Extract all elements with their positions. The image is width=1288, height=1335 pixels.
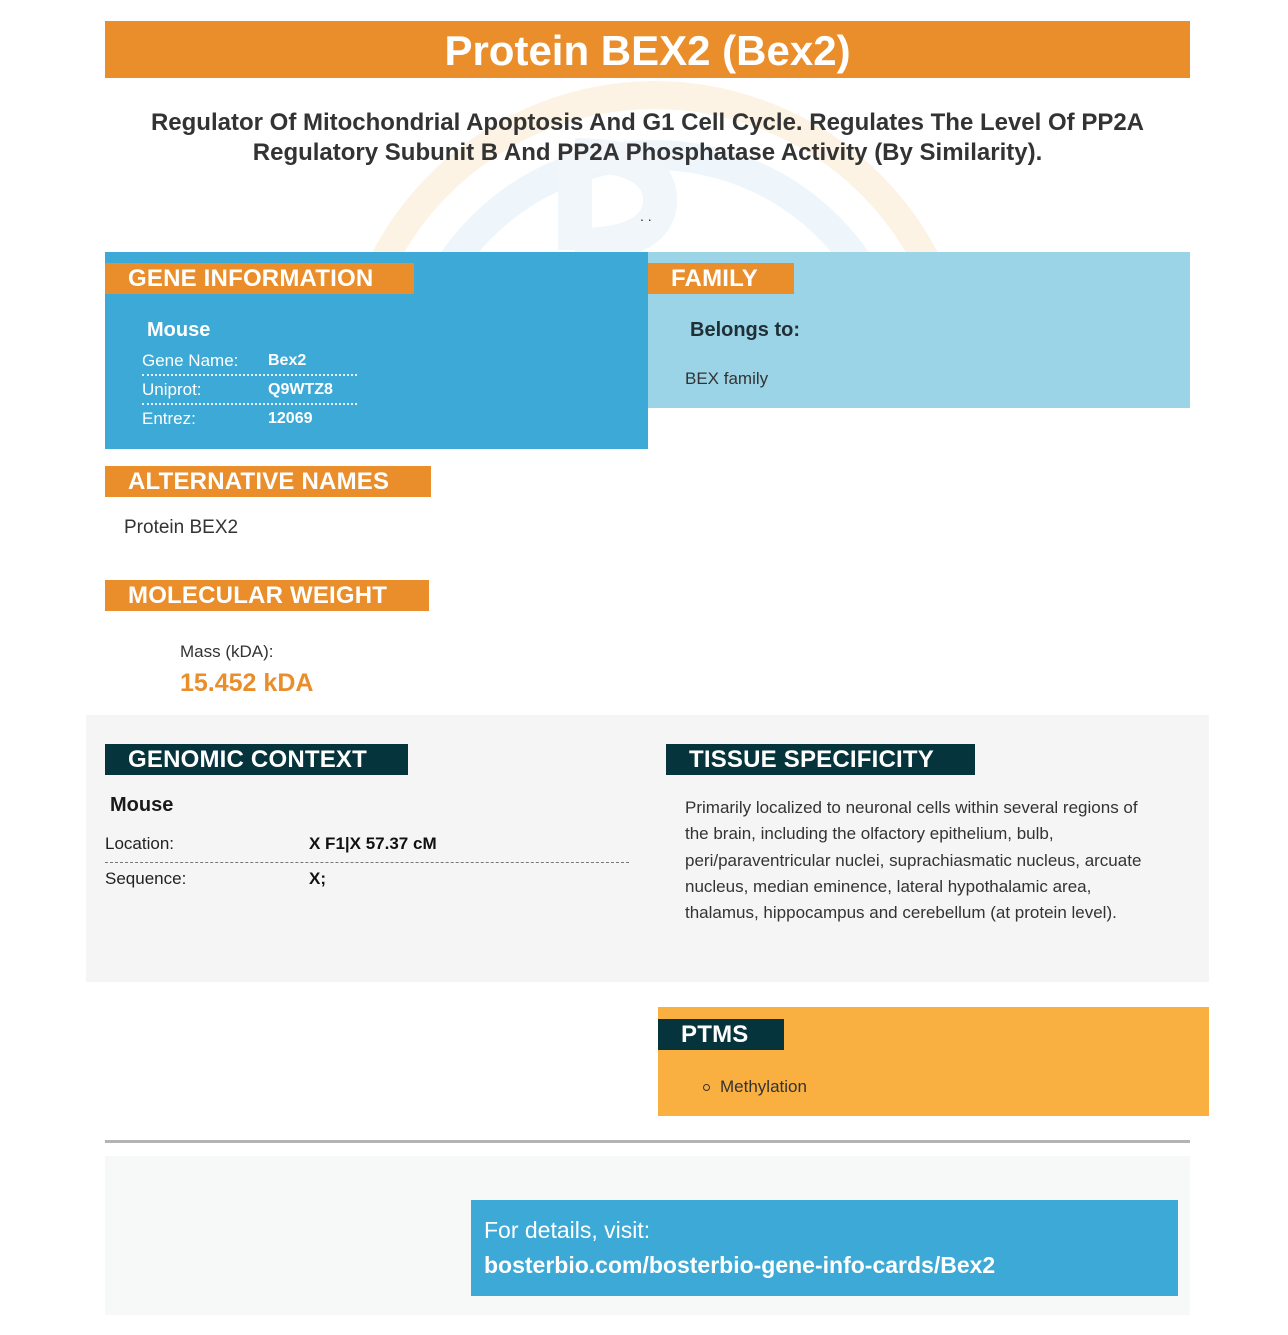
tissue-specificity-text: Primarily localized to neuronal cells within several regions of the brain, including the olfactory epithelium, bulb, peri/paraventricular nuclei, suprachiasmatic nucleus, arcuate nucleus, median eminence, lateral hypothalamic area, thalamus, hippocampus and cerebellum (at protein level). — [685, 798, 1142, 923]
sequence-row — [105, 863, 629, 897]
details-label: For details, visit: — [484, 1217, 651, 1243]
separator-dots: . . — [640, 208, 652, 224]
entrez-row — [142, 405, 357, 432]
family-value: BEX family — [685, 369, 769, 388]
mass-value: 15.452 kDA — [180, 669, 314, 697]
protein-function-summary: Regulator Of Mitochondrial Apoptosis And G1 Cell Cycle. Regulates The Level Of PP2A Regulatory Subunit B And PP2A Phosphatase Activity (By Similarity). — [150, 109, 1145, 166]
genomic-species: Mouse — [110, 794, 174, 816]
location-row — [105, 828, 629, 863]
circle-bullet-icon — [703, 1084, 710, 1091]
ptm-item-label: Methylation — [720, 1077, 807, 1096]
mass-label: Mass (kDA): — [180, 642, 274, 661]
genomic-context-heading: GENOMIC CONTEXT — [105, 744, 408, 775]
alternative-name-value: Protein BEX2 — [124, 517, 239, 538]
divider — [105, 1140, 1190, 1143]
details-link[interactable]: bosterbio.com/bosterbio-gene-info-cards/Bex2 — [484, 1252, 996, 1278]
uniprot-row — [142, 376, 357, 405]
family-heading: FAMILY — [648, 263, 794, 294]
family-belongs-label: Belongs to: — [690, 319, 800, 341]
tissue-specificity-heading: TISSUE SPECIFICITY — [666, 744, 975, 775]
alternative-names-heading: ALTERNATIVE NAMES — [105, 466, 431, 497]
gene-name-value: Bex2 — [268, 352, 307, 369]
location-value: X F1|X 57.37 cM — [309, 834, 437, 853]
gene-species: Mouse — [147, 319, 211, 341]
genomic-context-table — [105, 828, 629, 897]
entrez-label: Entrez: — [142, 409, 196, 428]
gene-name-row — [142, 347, 357, 376]
molecular-weight-heading: MOLECULAR WEIGHT — [105, 580, 429, 611]
page-title: Protein BEX2 (Bex2) — [105, 21, 1190, 78]
details-box — [471, 1200, 1178, 1296]
uniprot-value: Q9WTZ8 — [268, 381, 333, 398]
gene-info-table — [142, 347, 357, 432]
location-label: Location: — [105, 834, 174, 853]
gene-name-label: Gene Name: — [142, 351, 239, 370]
ptms-heading: PTMS — [658, 1019, 784, 1050]
ptm-list-item — [703, 1077, 807, 1097]
gene-information-heading: GENE INFORMATION — [105, 263, 414, 294]
uniprot-label: Uniprot: — [142, 380, 202, 399]
entrez-value: 12069 — [268, 410, 313, 427]
sequence-label: Sequence: — [105, 869, 187, 888]
sequence-value: X; — [309, 869, 326, 888]
